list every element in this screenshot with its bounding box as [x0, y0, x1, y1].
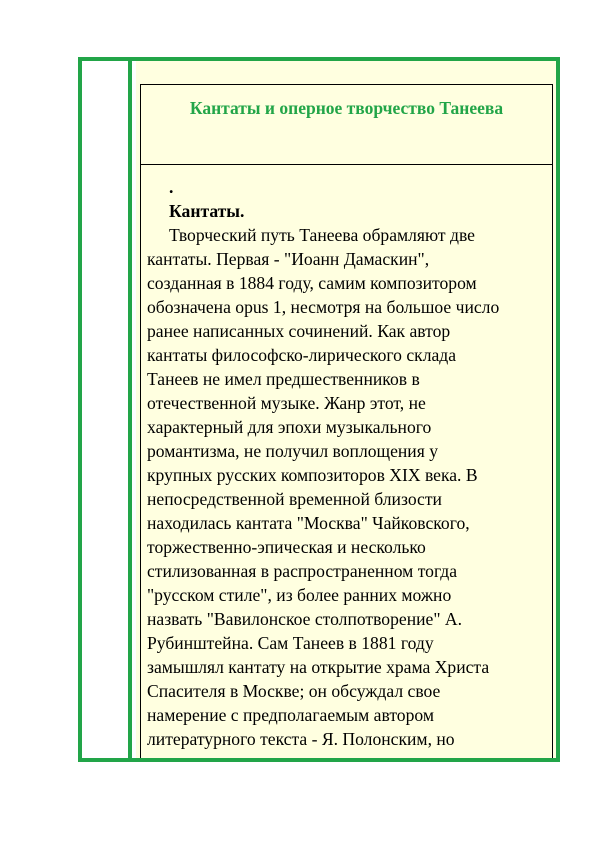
paragraph-line: находилась кантата "Москва" Чайковского, [147, 513, 470, 533]
paragraph-line: непосредственной временной близости [147, 489, 442, 509]
paragraph-line: Творческий путь Танеева обрамляют две [169, 225, 475, 245]
paragraph-line: ранее написанных сочинений. Как автор [147, 321, 451, 341]
title-box [140, 84, 553, 165]
paragraph-line: обозначена opus 1, несмотря на большое число [147, 297, 500, 317]
section-heading: Кантаты. [169, 201, 245, 221]
paragraph-line: созданная в 1884 году, самим композитором [147, 273, 477, 293]
paragraph-line: крупных русских композиторов XIX века. В [147, 465, 478, 485]
paragraph-line: назвать "Вавилонское столпотворение" А. [147, 609, 463, 629]
content-box [140, 164, 553, 758]
paragraph-line: романтизма, не получил воплощения у [147, 441, 438, 461]
paragraph-line: Рубинштейна. Сам Танеев в 1881 году [147, 633, 434, 653]
page-title: Кантаты и оперное творчество Танеева [189, 98, 504, 118]
left-margin-strip [82, 61, 132, 758]
paragraph-line: отечественной музыке. Жанр этот, не [147, 393, 426, 413]
paragraph-line: "русском стиле", из более ранних можно [147, 585, 452, 605]
paragraph-line: намерение с предполагаемым автором [147, 705, 434, 725]
paragraph-line: кантаты философско-лирического склада [147, 345, 457, 365]
bullet-marker: . [169, 177, 174, 197]
paragraph-line: кантаты. Первая - "Иоанн Дамаскин", [147, 249, 430, 269]
article-body [147, 175, 545, 751]
paragraph-line: стилизованная в распространенном тогда [147, 561, 458, 581]
paragraph-line: Спасителя в Москве; он обсуждал свое [147, 681, 441, 701]
paragraph-line: характерный для эпохи музыкального [147, 417, 432, 437]
paragraph-line: замышлял кантату на открытие храма Христа [147, 657, 490, 677]
paragraph-line: Танеев не имел предшественников в [147, 369, 420, 389]
paragraph-line: литературного текста - Я. Полонским, но [147, 729, 455, 749]
paragraph-line: торжественно-эпическая и несколько [147, 537, 426, 557]
